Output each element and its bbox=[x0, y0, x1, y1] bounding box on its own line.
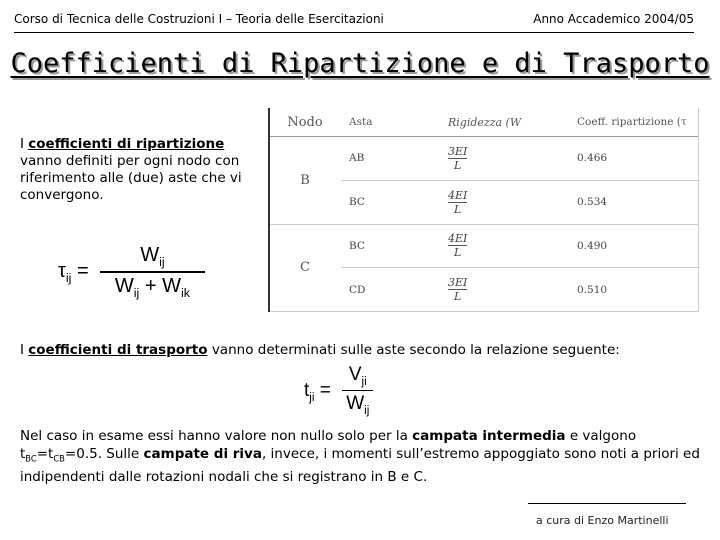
stiffness-cell: $\frac{4EI}{L}$ bbox=[440, 180, 569, 224]
table-row bbox=[270, 137, 698, 181]
coeff-cell: 0.534 bbox=[569, 180, 698, 224]
stiffness-cell: $\frac{4EI}{L}$ bbox=[440, 224, 569, 268]
explanation-paragraph: Nel caso in esame essi hanno valore non nullo solo per la campata intermedia e valgono $t_{BC}=t_{CB}=0.5$. Sulle campate di riva, invece, i momenti sull’estremo appoggiato sono noti a priori ed indipendenti dalle rotazioni nodali che si registrano in B e C. bbox=[20, 428, 700, 485]
rod-cell: AB bbox=[341, 137, 440, 181]
formula-ripartizione bbox=[58, 244, 205, 300]
course-name: Corso di Tecnica delle Costruzioni I – Teoria delle Esercitazioni bbox=[14, 12, 384, 26]
coeff-cell: 0.510 bbox=[569, 268, 698, 312]
intro-text bbox=[20, 136, 260, 204]
trasporto-text: I coefficienti di trasporto vanno determinati sulle aste secondo la relazione seguente: bbox=[20, 342, 620, 358]
stiffness-cell: $\frac{3EI}{L}$ bbox=[440, 268, 569, 312]
header-rod: Asta bbox=[341, 108, 440, 137]
header-node: Nodo bbox=[270, 108, 341, 137]
header-coeff: Coeff. ripartizione (τ bbox=[569, 108, 698, 137]
intro-prefix: I bbox=[20, 136, 29, 152]
formula-tr-lhs: $t_{ji}$ = bbox=[304, 379, 331, 404]
intro-term: coefficienti di ripartizione bbox=[28, 136, 225, 152]
bold-campate-di-riva: campate di riva bbox=[143, 446, 262, 462]
rod-cell: BC bbox=[341, 224, 440, 268]
coefficients-table bbox=[268, 108, 699, 312]
coeff-cell: 0.466 bbox=[569, 137, 698, 181]
rod-cell: CD bbox=[341, 268, 440, 312]
slide-title: Coefficienti di Ripartizione e di Trasporto bbox=[10, 48, 710, 79]
coeff-cell: 0.490 bbox=[569, 224, 698, 268]
formula-tr-fraction: $\frac{V_{ji}}{W_{ij}}$ bbox=[342, 364, 373, 417]
header-stiffness: Rigidezza (W bbox=[440, 108, 569, 137]
header-divider bbox=[14, 32, 694, 33]
formula-rip-fraction: $\frac{W_{ij}}{W_{ij} + W_{ik}}$ bbox=[100, 244, 204, 300]
trasporto-term: coefficienti di trasporto bbox=[28, 342, 208, 358]
intro-rest: vanno definiti per ogni nodo con riferimento alle (due) aste che vi convergono. bbox=[20, 153, 242, 203]
academic-year: Anno Accademico 2004/05 bbox=[533, 12, 694, 26]
stiffness-cell: $\frac{3EI}{L}$ bbox=[440, 137, 569, 181]
bold-campata-intermedia: campata intermedia bbox=[412, 428, 566, 444]
formula-rip-lhs: $\tau_{ij}$ = bbox=[58, 260, 89, 286]
footer-divider bbox=[528, 503, 686, 504]
table-header-row bbox=[270, 108, 698, 137]
author-credit: a cura di Enzo Martinelli bbox=[536, 514, 669, 527]
node-cell: B bbox=[270, 137, 341, 225]
formula-trasporto bbox=[304, 364, 373, 417]
node-cell: C bbox=[270, 224, 341, 312]
rod-cell: BC bbox=[341, 180, 440, 224]
table-row bbox=[270, 224, 698, 268]
